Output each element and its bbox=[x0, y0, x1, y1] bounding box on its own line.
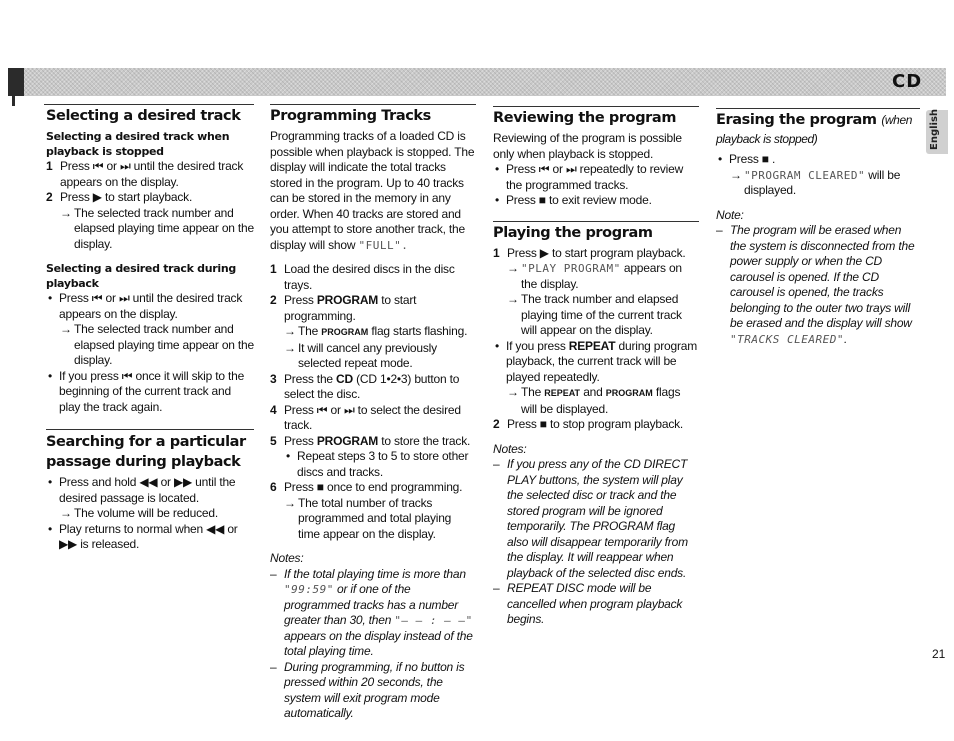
heading-playing-program: Playing the program bbox=[493, 224, 653, 241]
step-1-result-b: → The track number and elapsed playing time of the current track will appear on the display. bbox=[507, 292, 682, 337]
column-programming-tracks bbox=[270, 104, 476, 722]
bullet-press-stop-result: → "PROGRAM CLEARED" will be displayed. bbox=[730, 167, 901, 197]
note-2: – REPEAT DISC mode will be cancelled when program playback begins. bbox=[493, 581, 699, 628]
bullet-exit-review: • Press ■ to exit review mode. bbox=[493, 193, 699, 209]
heading-selecting-track: Selecting a desired track bbox=[46, 108, 241, 124]
bullet-press-stop: • Press ■ . bbox=[716, 152, 920, 168]
heading-erasing-program: Erasing the program (when playback is stopped) bbox=[716, 112, 912, 146]
bullet-press-hold: • Press and hold ◀◀ or ▶▶ until the desired passage is located. bbox=[46, 475, 254, 506]
section-header-bar bbox=[8, 68, 946, 96]
step-1: 1 Load the desired discs in the disc trays. bbox=[270, 262, 455, 292]
step-2: 2 Press ■ to stop program playback. bbox=[493, 417, 684, 431]
step-6: 6 Press ■ once to end programming. bbox=[270, 480, 463, 494]
note-1: – The program will be erased when the system is disconnected from the power supply or when the CD carousel is opened. If the CD carousel is opened, the tracks belonging to the outer two trays will be erased and the display will show "TRACKS CLEARED". bbox=[716, 223, 920, 347]
intro-paragraph: Programming tracks of a loaded CD is possible when playback is stopped. The display will indicate the total tracks stored in the program. Up to 40 tracks can be stored in the memory in any order. When 40 tracks are stored and you attempt to store another track, the display will show "FULL". bbox=[270, 129, 475, 252]
section-label: CD bbox=[892, 71, 923, 92]
language-tab bbox=[926, 110, 948, 154]
bullet-play-normal: • Play returns to normal when ◀◀ or ▶▶ is released. bbox=[46, 522, 254, 553]
note-1: – If you press any of the CD DIRECT PLAY buttons, the system will play the selected disc or track and the stored program will be ignored temporarily. The PROGRAM flag also will disappear temporarily from the display. It will reappear when playback of the selected disc ends. bbox=[493, 457, 699, 581]
step-1: 1 Press ⏮ or ⏭ until the desired track appears on the display. bbox=[46, 159, 244, 189]
note-1: – If the total playing time is more than "99:59" or if one of the programmed tracks has a number greater than 30, then "– – : – –" appears on the display instead of the total playing time. bbox=[270, 567, 476, 660]
note-label: Note: bbox=[716, 207, 744, 222]
step-4: 4 Press ⏮ or ⏭ to select the desired track. bbox=[270, 402, 461, 432]
bullet-review: • Press ⏮ or ⏭ repeatedly to review the programmed tracks. bbox=[493, 162, 699, 193]
column-erasing-program bbox=[716, 108, 920, 347]
subheading-stopped: Selecting a desired track when playback is stopped bbox=[46, 130, 230, 158]
notes-label: Notes: bbox=[493, 441, 527, 456]
section-header-bar-edge bbox=[8, 68, 24, 96]
column-selecting-track bbox=[46, 104, 254, 553]
step-5: 5 Press PROGRAM to store the track. bbox=[270, 433, 471, 448]
page-number: 21 bbox=[932, 647, 946, 661]
step-2-result-b: → It will cancel any previously selected repeat mode. bbox=[284, 340, 437, 370]
bullet-repeat: • If you press REPEAT during program playback, the current track will be played repeatedly. bbox=[493, 339, 699, 386]
heading-reviewing-program: Reviewing the program bbox=[493, 110, 677, 126]
step-6-result: → The total number of tracks programmed and total playing time appear on the display. bbox=[284, 495, 452, 541]
step-2-result: → The selected track number and elapsed playing time appear on the display. bbox=[60, 205, 254, 251]
bullet-press-skip-result: → The selected track number and elapsed playing time appear on the display. bbox=[60, 322, 254, 367]
language-tab-label: English bbox=[929, 108, 940, 150]
step-2: 2 Press PROGRAM to start programming. bbox=[270, 293, 417, 323]
intro-paragraph: Reviewing of the program is possible only when playback is stopped. bbox=[493, 131, 682, 161]
bullet-repeat-result: → The REPEAT and PROGRAM flags will be displayed. bbox=[507, 385, 681, 416]
section-header-tick bbox=[12, 96, 15, 106]
column-reviewing-program bbox=[493, 106, 699, 628]
lcd-full: "FULL". bbox=[358, 238, 409, 252]
subheading-during-playback: Selecting a desired track during playback bbox=[46, 262, 236, 290]
notes-label: Notes: bbox=[270, 551, 304, 565]
bullet-skip-back: • If you press ⏮ once it will skip to the beginning of the current track and play the track again. bbox=[46, 369, 254, 416]
bullet-press-hold-result: → The volume will be reduced. bbox=[60, 506, 219, 520]
step-1: 1 Press ▶ to start program playback. bbox=[493, 245, 686, 260]
step-1-result-a: → "PLAY PROGRAM" appears on the display. bbox=[507, 261, 682, 291]
bullet-press-skip: • Press ⏮ or ⏭ until the desired track appears on the display. bbox=[46, 291, 254, 322]
step-5-repeat: • Repeat steps 3 to 5 to store other discs and tracks. bbox=[284, 449, 476, 480]
step-2-result-a: → The PROGRAM flag starts flashing. bbox=[284, 324, 468, 338]
step-2: 2 Press ▶ to start playback. bbox=[46, 190, 193, 204]
heading-programming-tracks: Programming Tracks bbox=[270, 108, 431, 124]
step-3: 3 Press the CD (CD 1•2•3) button to select the disc. bbox=[270, 371, 460, 401]
heading-searching-passage: Searching for a particular passage during playback bbox=[46, 434, 246, 470]
note-2: – During programming, if no button is pressed within 20 seconds, the system will exit program mode automatically. bbox=[270, 660, 476, 722]
